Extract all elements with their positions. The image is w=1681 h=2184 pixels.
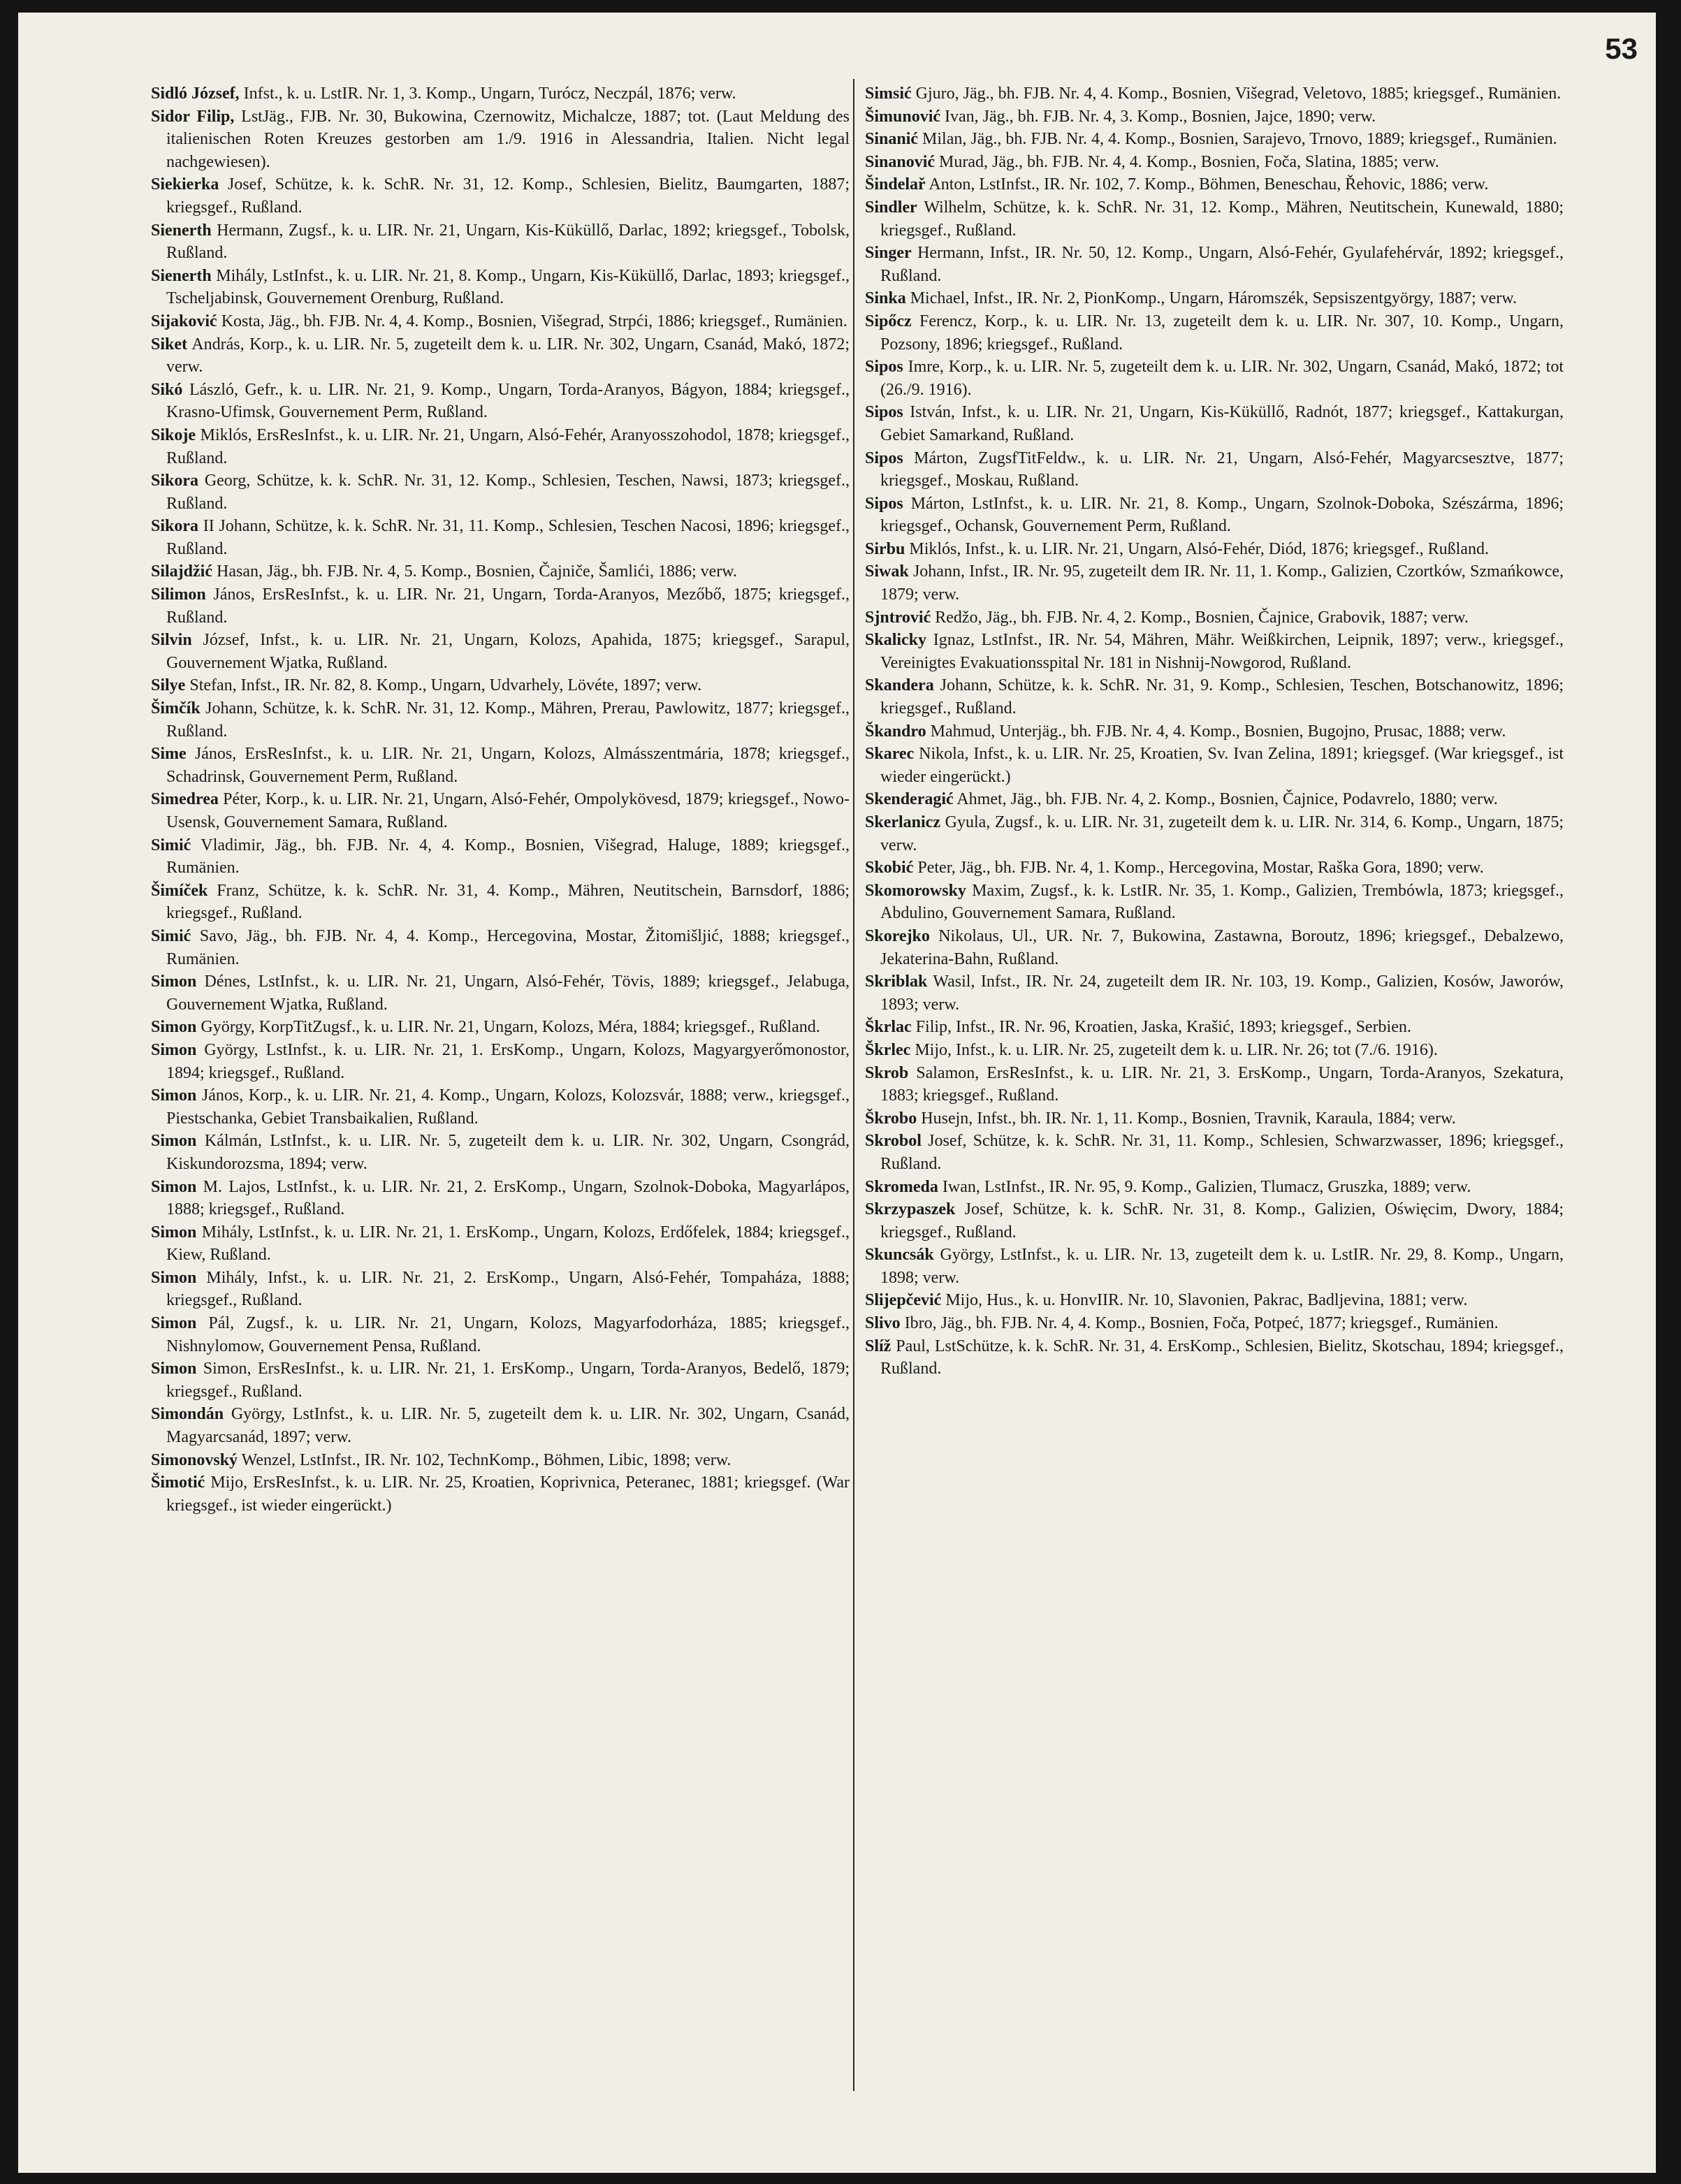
register-entry: [865, 196, 1564, 242]
register-entry: [151, 515, 850, 560]
entry-details: II Johann, Schütze, k. k. SchR. Nr. 31, 11. Komp., Schlesien, Teschen Nacosi, 1896; kriegsgef., Rußland.: [166, 517, 850, 558]
register-entry: [865, 1039, 1564, 1062]
entry-details: Wenzel, LstInfst., IR. Nr. 102, TechnKomp., Böhmen, Libic, 1898; verw.: [238, 1450, 732, 1469]
entry-details: Georg, Schütze, k. k. SchR. Nr. 31, 12. Komp., Schlesien, Teschen, Nawsi, 1873; kriegsgef., Rußland.: [166, 472, 850, 513]
entry-details: Dénes, LstInfst., k. u. LIR. Nr. 21, Ungarn, Alsó-Fehér, Tövis, 1889; kriegsgef., Jelabuga, Gouvernement Wjatka, Rußland.: [166, 973, 850, 1014]
entry-surname: Simonovský: [151, 1450, 238, 1469]
entry-surname: Skrzypaszek: [865, 1200, 956, 1219]
entry-surname: Sikoje: [151, 425, 196, 444]
entry-details: János, ErsResInfst., k. u. LIR. Nr. 21, Ungarn, Torda-Aranyos, Mezőbő, 1875; kriegsgef., Rußland.: [166, 585, 850, 627]
entry-details: Gjuro, Jäg., bh. FJB. Nr. 4, 4. Komp., Bosnien, Višegrad, Veletovo, 1885; kriegsgef., Rumänien.: [911, 85, 1562, 103]
register-entry: [865, 310, 1564, 356]
entry-surname: Simon: [151, 1086, 197, 1105]
entry-details: Nikolaus, Ul., UR. Nr. 7, Bukowina, Zastawna, Boroutz, 1896; kriegsgef., Debalzewo, Jekaterina-Bahn, Rußland.: [880, 926, 1564, 968]
entry-surname: Sindler: [865, 198, 917, 217]
page-number: 53: [1605, 32, 1638, 65]
entry-details: György, LstInfst., k. u. LIR. Nr. 21, 1. ErsKomp., Ungarn, Kolozs, Magyargyerőmonostor, 1894; kriegsgef., Rußland.: [166, 1040, 850, 1082]
register-entry: [865, 970, 1564, 1016]
register-entry: [151, 1084, 850, 1130]
entry-surname: Simsić: [865, 85, 912, 103]
entry-surname: Skandera: [865, 676, 934, 695]
entry-details: Hermann, Zugsf., k. u. LIR. Nr. 21, Ungarn, Kis-Küküllő, Darlac, 1892; kriegsgef., Tobolsk, Rußland.: [166, 221, 850, 263]
column-divider: [853, 79, 854, 2091]
entry-details: Iwan, LstInfst., IR. Nr. 95, 9. Komp., Galizien, Tlumacz, Gruszka, 1889; verw.: [938, 1177, 1471, 1196]
entry-surname: Siwak: [865, 562, 909, 581]
entry-details: László, Gefr., k. u. LIR. Nr. 21, 9. Komp., Ungarn, Torda-Aranyos, Bágyon, 1884; kriegsgef., Krasno-Ufimsk, Gouvernement Perm, Rußland.: [166, 380, 850, 422]
register-entry: [865, 560, 1564, 606]
entry-details: Kálmán, LstInfst., k. u. LIR. Nr. 5, zugeteilt dem k. u. LIR. Nr. 302, Ungarn, Csongrád, Kiskundorozsma, 1894; verw.: [166, 1132, 850, 1173]
entry-surname: Šimunović: [865, 107, 941, 126]
entry-details: Mihály, LstInfst., k. u. LIR. Nr. 21, 1. ErsKomp., Ungarn, Kolozs, Erdőfelek, 1884; kriegsgef., Kiew, Rußland.: [166, 1223, 850, 1265]
register-entry: [865, 356, 1564, 401]
entry-surname: Šimotić: [151, 1473, 205, 1492]
entry-details: Pál, Zugsf., k. u. LIR. Nr. 21, Ungarn, Kolozs, Magyarfodorháza, 1885; kriegsgef., Nishnylomow, Gouvernement Pensa, Rußland.: [166, 1314, 850, 1355]
register-entry: [865, 788, 1564, 811]
register-entry: [151, 1449, 850, 1472]
entry-surname: Simon: [151, 1018, 197, 1037]
entry-surname: Sidló József,: [151, 85, 240, 103]
entry-details: Stefan, Infst., IR. Nr. 82, 8. Komp., Ungarn, Udvarhely, Lövéte, 1897; verw.: [185, 676, 702, 695]
register-entry: [151, 173, 850, 219]
entry-details: Redžo, Jäg., bh. FJB. Nr. 4, 2. Komp., Bosnien, Čajnice, Grabovik, 1887; verw.: [931, 608, 1469, 627]
entry-details: Mijo, Infst., k. u. LIR. Nr. 25, zugeteilt dem k. u. LIR. Nr. 26; tot (7./6. 1916).: [910, 1040, 1438, 1059]
register-entry: [151, 925, 850, 970]
entry-details: Michael, Infst., IR. Nr. 2, PionKomp., Ungarn, Háromszék, Sepsiszentgyörgy, 1887; verw.: [905, 289, 1518, 308]
entry-surname: Simić: [151, 926, 191, 945]
entry-details: LstJäg., FJB. Nr. 30, Bukowina, Czernowitz, Michalcze, 1887; tot. (Laut Meldung des italienischen Roten Kreuzes gestorben am 1./9. 1916 in Alessandria, Italien. Nicht legal nachgewiesen).: [166, 107, 850, 171]
entry-surname: Sipos: [865, 358, 903, 377]
entry-surname: Siket: [151, 335, 188, 354]
entry-surname: Simon: [151, 1268, 197, 1287]
register-entry: [865, 1335, 1564, 1381]
entry-surname: Skenderagić: [865, 790, 954, 809]
entry-surname: Siekierka: [151, 175, 219, 194]
entry-details: Savo, Jäg., bh. FJB. Nr. 4, 4. Komp., Hercegovina, Mostar, Žitomišljić, 1888; kriegsgef., Rumänien.: [166, 926, 850, 968]
entry-details: Josef, Schütze, k. k. SchR. Nr. 31, 12. Komp., Schlesien, Bielitz, Baumgarten, 1887; kriegsgef., Rußland.: [166, 175, 850, 217]
entry-surname: Sirbu: [865, 539, 905, 558]
register-entry: [151, 743, 850, 788]
register-entry: [151, 880, 850, 925]
register-entry: [151, 1039, 850, 1084]
entry-surname: Sinka: [865, 289, 906, 308]
entry-surname: Šimíček: [151, 881, 208, 900]
entry-surname: Singer: [865, 244, 912, 263]
entry-surname: Šindelař: [865, 175, 926, 194]
register-entry: [865, 743, 1564, 788]
entry-surname: Šimčík: [151, 699, 201, 718]
entry-surname: Sinanić: [865, 130, 919, 149]
entry-surname: Sipos: [865, 403, 903, 422]
register-entry: [151, 1267, 850, 1312]
entry-details: Vladimir, Jäg., bh. FJB. Nr. 4, 4. Komp., Bosnien, Višegrad, Haluge, 1889; kriegsgef., Rumänien.: [166, 836, 850, 878]
register-entry: [865, 128, 1564, 151]
entry-surname: Sidor Filip,: [151, 107, 235, 126]
entry-surname: Skrobol: [865, 1132, 922, 1151]
entry-details: Simon, ErsResInfst., k. u. LIR. Nr. 21, 1. ErsKomp., Ungarn, Torda-Aranyos, Bedelő, 1879; kriegsgef., Rußland.: [166, 1360, 850, 1401]
entry-surname: Simon: [151, 1223, 197, 1242]
entry-details: Wilhelm, Schütze, k. k. SchR. Nr. 31, 12. Komp., Mähren, Neutitschein, Kunewald, 1880; kriegsgef., Rußland.: [880, 198, 1564, 240]
entry-details: Imre, Korp., k. u. LIR. Nr. 5, zugeteilt dem k. u. LIR. Nr. 302, Ungarn, Csanád, Makó, 1872; tot (26./9. 1916).: [880, 358, 1564, 399]
entry-details: Hermann, Infst., IR. Nr. 50, 12. Komp., Ungarn, Alsó-Fehér, Gyulafehérvár, 1892; kriegsgef., Rußland.: [880, 244, 1564, 285]
entry-details: Péter, Korp., k. u. LIR. Nr. 21, Ungarn, Alsó-Fehér, Ompolykövesd, 1879; kriegsgef., Nowo-Usensk, Gouvernement Samara, Rußland.: [166, 790, 850, 831]
register-entry: [865, 151, 1564, 174]
entry-details: György, LstInfst., k. u. LIR. Nr. 13, zugeteilt dem k. u. LstIR. Nr. 29, 8. Komp., Ungarn, 1898; verw.: [880, 1246, 1564, 1287]
entry-details: István, Infst., k. u. LIR. Nr. 21, Ungarn, Kis-Küküllő, Radnót, 1877; kriegsgef., Kattakurgan, Gebiet Samarkand, Rußland.: [880, 403, 1564, 444]
entry-details: Hasan, Jäg., bh. FJB. Nr. 4, 5. Komp., Bosnien, Čajniče, Šamlići, 1886; verw.: [212, 562, 738, 581]
entry-details: Johann, Schütze, k. k. SchR. Nr. 31, 12. Komp., Mähren, Prerau, Pawlowitz, 1877; kriegsgef., Rußland.: [166, 699, 850, 741]
entry-surname: Silye: [151, 676, 186, 695]
register-entry: [151, 1471, 850, 1517]
entry-surname: Silimon: [151, 585, 206, 604]
entry-details: Johann, Schütze, k. k. SchR. Nr. 31, 9. Komp., Schlesien, Teschen, Botschanowitz, 1896; kriegsgef., Rußland.: [880, 676, 1564, 718]
entry-surname: Slijepčević: [865, 1291, 942, 1310]
register-entry: [151, 1016, 850, 1039]
register-entry: [865, 606, 1564, 629]
register-entry: [151, 1176, 850, 1221]
entry-surname: Sjntrović: [865, 608, 931, 627]
register-entry: [151, 970, 850, 1016]
entry-details: M. Lajos, LstInfst., k. u. LIR. Nr. 21, 2. ErsKomp., Ungarn, Szolnok-Doboka, Magyarlápos, 1888; kriegsgef., Rußland.: [166, 1177, 850, 1219]
entry-details: Gyula, Zugsf., k. u. LIR. Nr. 31, zugeteilt dem k. u. LIR. Nr. 314, 6. Komp., Ungarn, 1875; verw.: [880, 813, 1564, 854]
entry-surname: Skuncsák: [865, 1246, 934, 1265]
entry-details: Peter, Jäg., bh. FJB. Nr. 4, 1. Komp., Hercegovina, Mostar, Raška Gora, 1890; verw.: [913, 859, 1484, 878]
entry-surname: Simon: [151, 1314, 197, 1333]
register-entry: [865, 1107, 1564, 1130]
register-entry: [151, 583, 850, 629]
register-entry: [151, 310, 850, 333]
register-entry: [865, 82, 1564, 105]
register-entry: [151, 1403, 850, 1448]
entry-details: Mijo, ErsResInfst., k. u. LIR. Nr. 25, Kroatien, Koprivnica, Peteranec, 1881; kriegsgef. (War kriegsgef., ist wieder eingerückt.): [166, 1473, 850, 1515]
entry-details: Ahmet, Jäg., bh. FJB. Nr. 4, 2. Komp., Bosnien, Čajnice, Podavrelo, 1880; verw.: [953, 790, 1498, 809]
register-entry: [865, 629, 1564, 674]
entry-surname: Sijaković: [151, 312, 217, 330]
entry-surname: Silajdžić: [151, 562, 212, 581]
entry-surname: Sipos: [865, 494, 903, 513]
register-entry: [151, 697, 850, 743]
register-entry: [151, 1357, 850, 1403]
entry-surname: Slivo: [865, 1314, 901, 1333]
register-entry: [865, 811, 1564, 857]
entry-details: Maxim, Zugsf., k. k. LstIR. Nr. 35, 1. Komp., Galizien, Trembówla, 1873; kriegsgef., Abdulino, Gouvernement Samara, Rußland.: [880, 881, 1564, 923]
entry-details: György, KorpTitZugsf., k. u. LIR. Nr. 21, Ungarn, Kolozs, Méra, 1884; kriegsgef., Rußland.: [196, 1018, 820, 1037]
register-entry: [151, 1312, 850, 1357]
register-entry: [151, 105, 850, 174]
register-entry: [865, 1198, 1564, 1244]
entry-details: Filip, Infst., IR. Nr. 96, Kroatien, Jaska, Krašić, 1893; kriegsgef., Serbien.: [911, 1018, 1411, 1037]
entry-details: Murad, Jäg., bh. FJB. Nr. 4, 4. Komp., Bosnien, Foča, Slatina, 1885; verw.: [935, 152, 1439, 171]
entry-surname: Sienerth: [151, 221, 212, 240]
entry-surname: Slíž: [865, 1337, 892, 1355]
entry-details: Mihály, LstInfst., k. u. LIR. Nr. 21, 8. Komp., Ungarn, Kis-Küküllő, Darlac, 1893; kriegsgef., Tscheljabinsk, Gouvernement Orenburg, Rußland.: [166, 266, 850, 308]
entry-details: Miklós, ErsResInfst., k. u. LIR. Nr. 21, Ungarn, Alsó-Fehér, Aranyosszohodol, 1878; kriegsgef., Rußland.: [166, 425, 850, 467]
entry-surname: Skriblak: [865, 973, 928, 991]
register-entry: [865, 720, 1564, 743]
entry-details: József, Infst., k. u. LIR. Nr. 21, Ungarn, Kolozs, Apahida, 1875; kriegsgef., Sarapul, Gouvernement Wjatka, Rußland.: [166, 631, 850, 672]
entry-details: Nikola, Infst., k. u. LIR. Nr. 25, Kroatien, Sv. Ivan Zelina, 1891; kriegsgef. (War kriegsgef., ist wieder eingerückt.): [880, 745, 1564, 786]
entry-details: János, Korp., k. u. LIR. Nr. 21, 4. Komp., Ungarn, Kolozs, Kolozsvár, 1888; verw., kriegsgef., Piestschanka, Gebiet Transbaikalien, Rußland.: [166, 1086, 850, 1128]
entry-details: Ibro, Jäg., bh. FJB. Nr. 4, 4. Komp., Bosnien, Foča, Potpeć, 1877; kriegsgef., Rumänien.: [900, 1314, 1499, 1333]
entry-surname: Sienerth: [151, 266, 212, 285]
entry-surname: Sinanović: [865, 152, 936, 171]
entry-surname: Sipos: [865, 449, 903, 467]
entry-details: András, Korp., k. u. LIR. Nr. 5, zugeteilt dem k. u. LIR. Nr. 302, Ungarn, Csanád, Makó, 1872; verw.: [166, 335, 850, 377]
entry-surname: Škrlec: [865, 1040, 911, 1059]
register-entry: [865, 1016, 1564, 1039]
register-entry: [151, 788, 850, 833]
entry-details: Ignaz, LstInfst., IR. Nr. 54, Mähren, Mähr. Weißkirchen, Leipnik, 1897; verw., kriegsgef., Vereinigtes Evakuationsspital Nr. 181 in Nishnij-Nowgorod, Rußland.: [880, 631, 1564, 672]
entry-details: Salamon, ErsResInfst., k. u. LIR. Nr. 21, 3. ErsKomp., Ungarn, Torda-Aranyos, Szekatura, 1883; kriegsgef., Rußland.: [880, 1063, 1564, 1105]
entry-surname: Simon: [151, 1132, 197, 1151]
entry-surname: Skarec: [865, 745, 915, 764]
entry-details: Anton, LstInfst., IR. Nr. 102, 7. Komp., Böhmen, Beneschau, Řehovic, 1886; verw.: [925, 175, 1489, 194]
entry-surname: Simon: [151, 1177, 197, 1196]
entry-surname: Sikó: [151, 380, 183, 399]
entry-surname: Skromeda: [865, 1177, 938, 1196]
register-entry: [865, 493, 1564, 538]
register-entry: [865, 173, 1564, 196]
register-entry: [865, 925, 1564, 970]
register-entry: [865, 674, 1564, 720]
register-entry: [865, 447, 1564, 493]
entry-surname: Simedrea: [151, 790, 219, 809]
entry-details: Mahmud, Unterjäg., bh. FJB. Nr. 4, 4. Komp., Bosnien, Bugojno, Prusac, 1888; verw.: [926, 722, 1506, 741]
entry-surname: Simon: [151, 1040, 197, 1059]
entry-surname: Škandro: [865, 722, 926, 741]
entry-surname: Škrlac: [865, 1018, 912, 1037]
entry-details: György, LstInfst., k. u. LIR. Nr. 5, zugeteilt dem k. u. LIR. Nr. 302, Ungarn, Csanád, Magyarcsanád, 1897; verw.: [166, 1405, 850, 1447]
entry-surname: Skrob: [865, 1063, 909, 1082]
register-entry: [151, 469, 850, 515]
register-entry: [865, 1289, 1564, 1312]
left-column: [151, 82, 850, 1517]
entry-details: Josef, Schütze, k. k. SchR. Nr. 31, 8. Komp., Galizien, Oświęcim, Dwory, 1884; kriegsgef., Rußland.: [880, 1200, 1564, 1242]
entry-details: Husejn, Infst., bh. IR. Nr. 1, 11. Komp., Bosnien, Travnik, Karaula, 1884; verw.: [917, 1109, 1456, 1128]
register-entry: [865, 401, 1564, 446]
entry-details: Ferencz, Korp., k. u. LIR. Nr. 13, zugeteilt dem k. u. LIR. Nr. 307, 10. Komp., Ungarn, Pozsony, 1896; kriegsgef., Rußland.: [880, 312, 1564, 354]
entry-details: Márton, LstInfst., k. u. LIR. Nr. 21, 8. Komp., Ungarn, Szolnok-Doboka, Szészárma, 1896; kriegsgef., Ochansk, Gouvernement Perm, Rußland.: [880, 494, 1564, 536]
entry-surname: Škrobo: [865, 1109, 917, 1128]
entry-details: Infst., k. u. LstIR. Nr. 1, 3. Komp., Ungarn, Turócz, Neczpál, 1876; verw.: [239, 85, 736, 103]
register-entry: [865, 105, 1564, 129]
register-entry: [865, 1312, 1564, 1335]
entry-surname: Sime: [151, 745, 187, 764]
register-entry: [151, 333, 850, 379]
entry-details: János, ErsResInfst., k. u. LIR. Nr. 21, Ungarn, Kolozs, Almásszentmária, 1878; kriegsgef., Schadrinsk, Gouvernement Perm, Rußland.: [166, 745, 850, 786]
entry-surname: Skalicky: [865, 631, 927, 650]
entry-details: Johann, Infst., IR. Nr. 95, zugeteilt dem IR. Nr. 11, 1. Komp., Galizien, Czortków, Szmańkowce, 1879; verw.: [880, 562, 1564, 604]
register-entry: [151, 834, 850, 880]
entry-surname: Skobić: [865, 859, 914, 878]
register-entry: [151, 219, 850, 265]
entry-surname: Skerlanicz: [865, 813, 940, 831]
entry-details: Milan, Jäg., bh. FJB. Nr. 4, 4. Komp., Bosnien, Sarajevo, Trnovo, 1889; kriegsgef., Rumänien.: [918, 130, 1557, 149]
register-entry: [865, 1130, 1564, 1175]
entry-details: Ivan, Jäg., bh. FJB. Nr. 4, 3. Komp., Bosnien, Jajce, 1890; verw.: [940, 107, 1376, 126]
entry-surname: Simon: [151, 973, 197, 991]
entry-surname: Sipőcz: [865, 312, 912, 330]
register-entry: [151, 265, 850, 310]
register-entry: [865, 1176, 1564, 1199]
register-entry: [151, 424, 850, 469]
entry-surname: Sikora: [151, 517, 199, 536]
entry-details: Wasil, Infst., IR. Nr. 24, zugeteilt dem IR. Nr. 103, 19. Komp., Galizien, Kosów, Jaworów, 1893; verw.: [880, 973, 1564, 1014]
register-entry: [151, 1221, 850, 1267]
register-entry: [865, 1062, 1564, 1107]
register-entry: [865, 242, 1564, 287]
register-entry: [151, 379, 850, 424]
register-entry: [151, 560, 850, 583]
register-entry: [151, 1130, 850, 1175]
entry-details: Kosta, Jäg., bh. FJB. Nr. 4, 4. Komp., Bosnien, Višegrad, Strpći, 1886; kriegsgef., Rumänien.: [217, 312, 847, 330]
register-entry: [865, 880, 1564, 925]
entry-details: Franz, Schütze, k. k. SchR. Nr. 31, 4. Komp., Mähren, Neutitschein, Barnsdorf, 1886; kriegsgef., Rußland.: [166, 881, 850, 923]
entry-details: Paul, LstSchütze, k. k. SchR. Nr. 31, 4. ErsKomp., Schlesien, Bielitz, Skotschau, 1894; kriegsgef., Rußland.: [880, 1337, 1564, 1378]
register-entry: [865, 1244, 1564, 1289]
entry-details: Mihály, Infst., k. u. LIR. Nr. 21, 2. ErsKomp., Ungarn, Alsó-Fehér, Tompaháza, 1888; kriegsgef., Rußland.: [166, 1268, 850, 1310]
register-entry: [865, 287, 1564, 310]
entry-surname: Silvin: [151, 631, 192, 650]
entry-details: Josef, Schütze, k. k. SchR. Nr. 31, 11. Komp., Schlesien, Schwarzwasser, 1896; kriegsgef., Rußland.: [880, 1132, 1564, 1173]
register-page: [18, 13, 1656, 2173]
register-entry: [865, 538, 1564, 561]
entry-details: Miklós, Infst., k. u. LIR. Nr. 21, Ungarn, Alsó-Fehér, Diód, 1876; kriegsgef., Rußland.: [905, 539, 1490, 558]
register-entry: [865, 857, 1564, 880]
entry-surname: Skorejko: [865, 926, 930, 945]
right-column: [865, 82, 1564, 1381]
register-entry: [151, 629, 850, 674]
entry-surname: Sikora: [151, 472, 199, 490]
entry-surname: Skomorowsky: [865, 881, 966, 900]
entry-details: Mijo, Hus., k. u. HonvIIR. Nr. 10, Slavonien, Pakrac, Badljevina, 1881; verw.: [941, 1291, 1468, 1310]
entry-surname: Simondán: [151, 1405, 224, 1424]
entry-surname: Simić: [151, 836, 191, 854]
entry-details: Márton, ZugsfTitFeldw., k. u. LIR. Nr. 21, Ungarn, Alsó-Fehér, Magyarcsesztve, 1877; kriegsgef., Moskau, Rußland.: [880, 449, 1564, 490]
register-entry: [151, 82, 850, 105]
register-entry: [151, 674, 850, 697]
entry-surname: Simon: [151, 1360, 197, 1378]
